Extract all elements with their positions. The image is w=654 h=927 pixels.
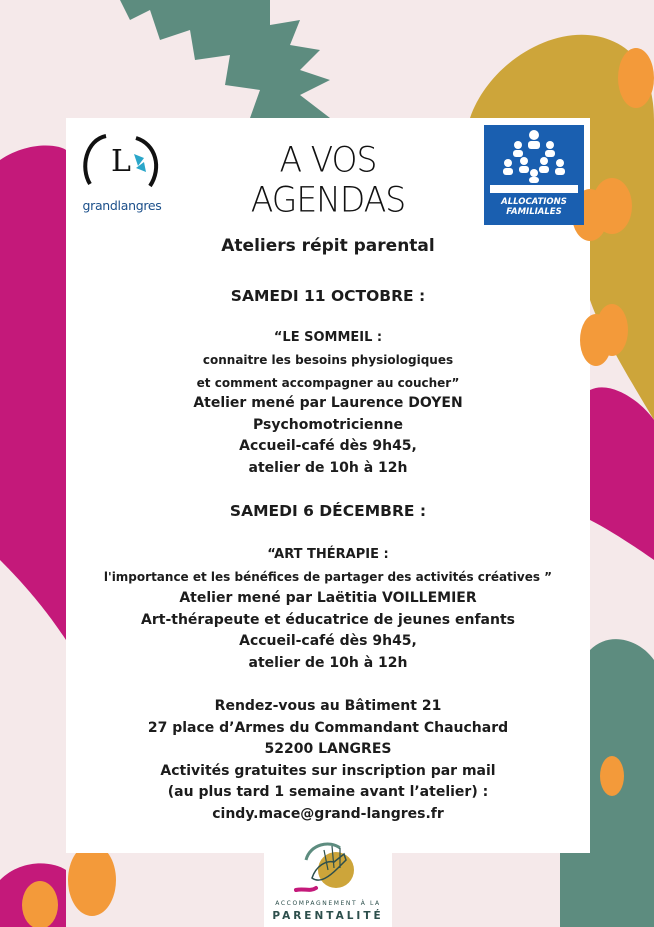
event2-details [66,588,590,674]
event2-date: SAMEDI 6 DÉCEMBRE : [229,502,427,520]
event1-quote-line-2: et comment accompagner au coucher” [196,376,460,390]
title-line-1: A VOS [279,139,377,180]
caf-text [484,197,584,217]
event1-date: SAMEDI 11 OCTOBRE : [230,287,426,305]
event1-line-2: Psychomotricienne [253,416,403,433]
caf-line-1: ALLOCATIONS [501,197,567,207]
contact-email[interactable]: cindy.mace@grand-langres.fr [212,805,444,822]
event2-line-4: atelier de 10h à 12h [248,654,408,671]
hands-icon [264,830,392,900]
event2-line-3: Accueil-café dès 9h45, [239,633,417,649]
event2-quote-line-1: l'importance et les bénéfices de partager des activités créatives ” [103,570,553,584]
event2-line-1: Atelier mené par Laëtitia VOILLEMIER [179,590,477,606]
event2-line-2: Art-thérapeute et éducatrice de jeunes enfants [141,611,515,628]
event1-quote-title: “LE SOMMEIL : [273,330,383,345]
caf-line-2: FAMILIALES [506,207,562,217]
footer-line-4: Activités gratuites sur inscription par mail [160,762,496,779]
parentalite-logo [264,830,392,927]
event1-quote-line-1: connaitre les besoins physiologiques [202,353,454,367]
parentalite-line-1: ACCOMPAGNEMENT À LA [275,900,381,907]
event1-line-1: Atelier mené par Laurence DOYEN [193,395,463,411]
page-title [200,140,456,220]
footer-line-5: (au plus tard 1 semaine avant l’atelier) : [167,784,489,800]
grandlangres-letter: L [111,144,131,179]
event2-quote-title: “ART THÉRAPIE : [267,547,389,562]
grandlangres-logo [76,128,168,218]
subtitle: Ateliers répit parental [221,236,435,256]
footer-line-3: 52200 LANGRES [264,741,392,757]
caf-logo [484,125,584,225]
event1-line-3: Accueil-café dès 9h45, [239,438,417,454]
event2-quote [66,543,590,589]
location-info [66,696,590,825]
title-line-2: AGENDAS [250,179,406,220]
event1-details [66,393,590,479]
event1-quote [66,326,590,395]
parentalite-line-2: PARENTALITÉ [272,910,384,922]
footer-line-1: Rendez-vous au Bâtiment 21 [214,698,442,714]
event1-line-4: atelier de 10h à 12h [248,459,408,476]
family-figures-icon [484,125,584,185]
grandlangres-text: grandlangres [82,198,162,213]
footer-line-2: 27 place d’Armes du Commandant Chauchard [147,719,509,736]
caf-divider [490,185,578,193]
